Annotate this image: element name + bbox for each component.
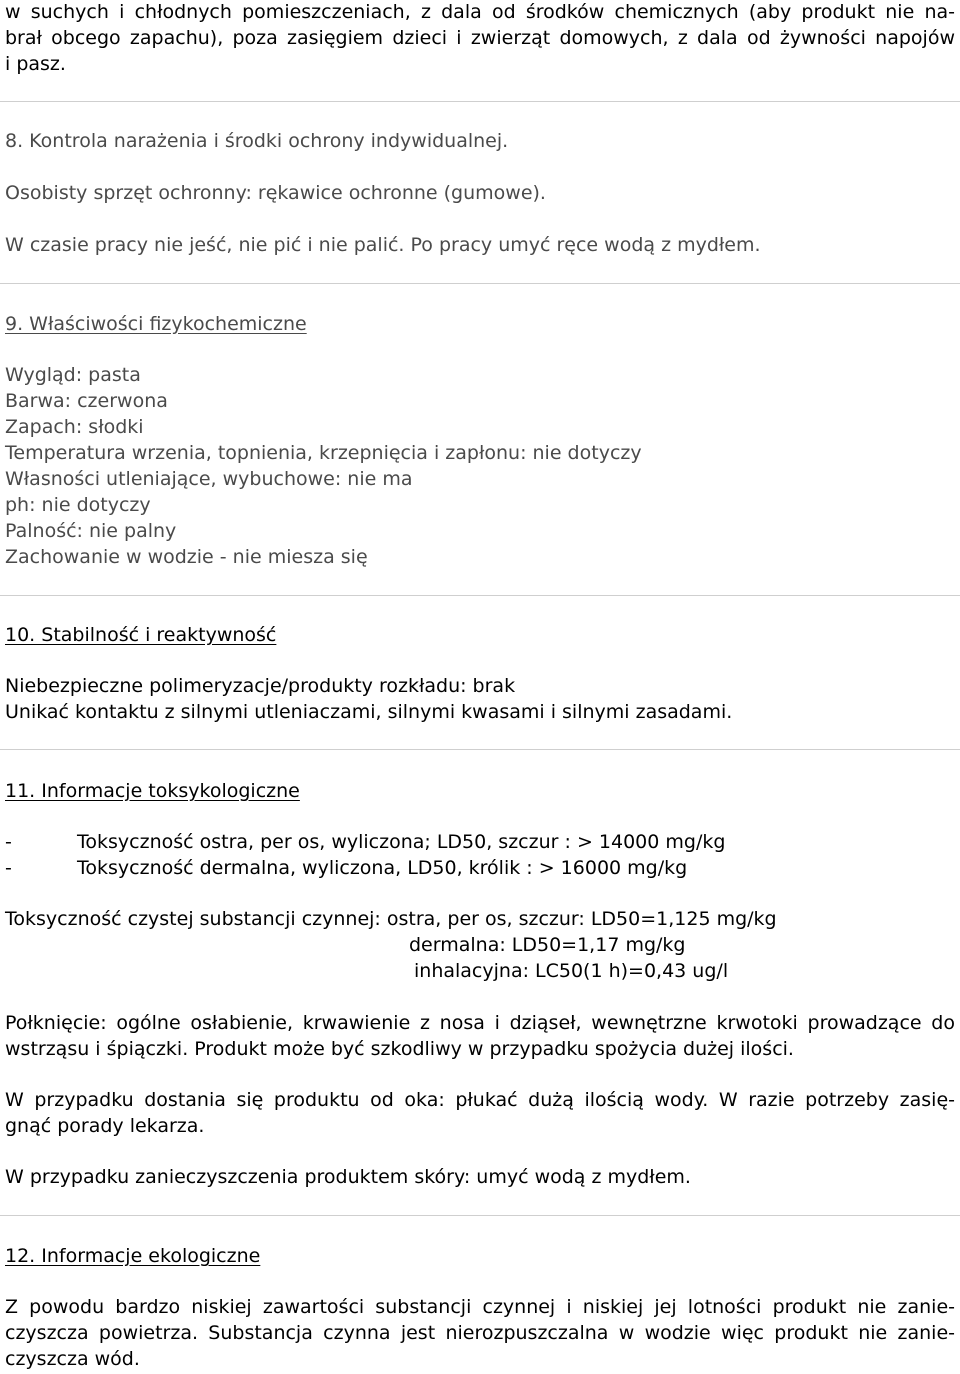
section-10-heading	[5, 626, 276, 645]
ecology-line-1: Z powodu bardzo niskiej zawartości substancji czynnej i niskiej jej lotności produkt nie zanie-	[5, 1296, 955, 1318]
section-11-heading	[5, 782, 300, 801]
section-10-avoid: Unikać kontaktu z silnymi utleniaczami, silnymi kwasami i silnymi zasadami.	[5, 701, 733, 723]
section-12-heading	[5, 1247, 260, 1266]
substance-toxicity-oral: Toksyczność czystej substancji czynnej: ostra, per os, szczur: LD50=1,125 mg/kg	[5, 908, 777, 930]
property-appearance: Wygląd: pasta	[5, 364, 141, 386]
property-color: Barwa: czerwona	[5, 390, 168, 412]
section-10-decomposition: Niebezpieczne polimeryzacje/produkty rozkładu: brak	[5, 675, 516, 697]
toxicity-bullet	[5, 833, 725, 852]
section-11-heading-text: 11. Informacje toksykologiczne	[5, 780, 300, 802]
section-9-heading-text: 9. Właściwości fizykochemiczne	[5, 313, 307, 335]
swallowing-line-1: Połknięcie: ogólne osłabienie, krwawienie z nosa i dziąseł, wewnętrzne krwotoki prowadzące do	[5, 1012, 955, 1034]
eye-contact-line-2: gnąć porady lekarza.	[5, 1115, 205, 1137]
section-divider	[0, 101, 960, 102]
intro-line-3: i pasz.	[5, 53, 66, 75]
intro-line-1: w suchych i chłodnych pomieszczeniach, z dala od środków chemicznych (aby produkt nie na-	[5, 1, 955, 23]
ecology-line-3: czyszcza wód.	[5, 1348, 140, 1370]
property-temperatures: Temperatura wrzenia, topnienia, krzepnięcia i zapłonu: nie dotyczy	[5, 442, 642, 464]
property-ph: ph: nie dotyczy	[5, 494, 151, 516]
eye-contact-line-1: W przypadku dostania się produktu od oka: płukać dużą ilością wody. W razie potrzeby zasię-	[5, 1089, 955, 1111]
section-8-equipment: Osobisty sprzęt ochronny: rękawice ochronne (gumowe).	[5, 182, 546, 204]
toxicity-oral-text: Toksyczność ostra, per os, wyliczona; LD50, szczur : > 14000 mg/kg	[77, 831, 726, 853]
section-divider	[0, 1215, 960, 1216]
section-9-heading	[5, 315, 307, 334]
section-8-heading: 8. Kontrola narażenia i środki ochrony indywidualnej.	[5, 130, 509, 152]
property-flammability: Palność: nie palny	[5, 520, 177, 542]
section-12-heading-text: 12. Informacje ekologiczne	[5, 1245, 261, 1267]
section-10-heading-text: 10. Stabilność i reaktywność	[5, 624, 277, 646]
skin-contact-line: W przypadku zanieczyszczenia produktem skóry: umyć wodą z mydłem.	[5, 1166, 691, 1188]
toxicity-dermal-text: Toksyczność dermalna, wyliczona, LD50, królik : > 16000 mg/kg	[77, 857, 688, 879]
bullet-dash: -	[5, 857, 12, 879]
toxicity-bullet	[5, 859, 687, 878]
substance-toxicity-dermal: dermalna: LD50=1,17 mg/kg	[409, 934, 686, 956]
section-divider	[0, 283, 960, 284]
section-divider	[0, 749, 960, 750]
property-odor: Zapach: słodki	[5, 416, 144, 438]
section-divider	[0, 595, 960, 596]
property-water-behaviour: Zachowanie w wodzie - nie miesza się	[5, 546, 368, 568]
swallowing-line-2: wstrząsu i śpiączki. Produkt może być szkodliwy w przypadku spożycia dużej ilości.	[5, 1038, 794, 1060]
property-oxidizing: Własności utleniające, wybuchowe: nie ma	[5, 468, 413, 490]
bullet-dash: -	[5, 831, 12, 853]
substance-toxicity-inhalation: inhalacyjna: LC50(1 h)=0,43 ug/l	[414, 960, 729, 982]
intro-line-2: brał obcego zapachu), poza zasięgiem dzieci i zwierząt domowych, z dala od żywności napojów	[5, 27, 955, 49]
section-8-hygiene: W czasie pracy nie jeść, nie pić i nie palić. Po pracy umyć ręce wodą z mydłem.	[5, 234, 761, 256]
ecology-line-2: czyszcza powietrza. Substancja czynna jest nierozpuszczalna w wodzie więc produkt nie zanie-	[5, 1322, 955, 1344]
